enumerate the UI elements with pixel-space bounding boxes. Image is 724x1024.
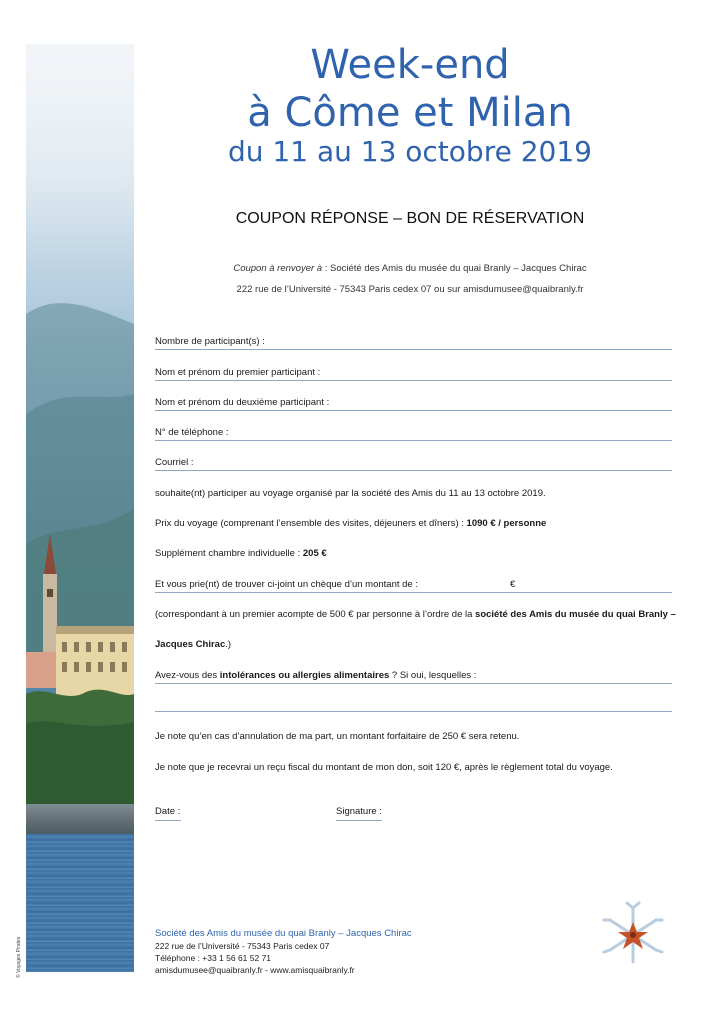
field-participants-line[interactable] <box>155 349 672 350</box>
title-line-1: Week-end <box>310 42 510 88</box>
allergy-suffix: ? Si oui, lesquelles : <box>389 670 477 681</box>
field-second-participant-label: Nom et prénom du deuxième participant : <box>155 397 330 408</box>
price-value: 1090 € / personne <box>466 518 547 529</box>
return-address-line-2: 222 rue de l’Université - 75343 Paris cedex 07 ou sur amisdumusee@quaibranly.fr <box>236 284 584 295</box>
photo-village <box>26 534 134 834</box>
supplement-line <box>155 548 680 559</box>
title-line-2: à Côme et Milan <box>247 90 573 136</box>
cheque-currency: € <box>510 579 516 590</box>
price-label: Prix du voyage (comprenant l’ensemble des visites, déjeuners et dîners) : <box>155 518 467 529</box>
title-dates: du 11 au 13 octobre 2019 <box>228 135 592 168</box>
footer-org: Société des Amis du musée du quai Branly – Jacques Chirac <box>155 928 412 939</box>
signature-label: Signature : <box>336 806 382 817</box>
acompte-line-1 <box>155 609 680 620</box>
photo-credit: © Voyages Pirates <box>16 936 22 978</box>
photo-shoreline <box>26 804 134 836</box>
photo-sky <box>26 44 134 264</box>
price-line <box>155 518 680 529</box>
acompte-recipient-end: Jacques Chirac <box>155 639 226 650</box>
footer-web: amisdumusee@quaibranly.fr - www.amisquaibranly.fr <box>155 965 355 975</box>
footer-address: 222 rue de l’Université - 75343 Paris cedex 07 <box>155 941 330 951</box>
field-second-participant-line[interactable] <box>155 410 672 411</box>
field-phone-line[interactable] <box>155 440 672 441</box>
field-email-label: Courriel : <box>155 457 194 468</box>
field-email-line[interactable] <box>155 470 672 471</box>
allergy-bold: intolérances ou allergies alimentaires <box>219 670 390 681</box>
allergy-line-2[interactable] <box>155 711 672 712</box>
lake-como-photo <box>26 44 134 972</box>
coupon-heading: COUPON RÉPONSE – BON DE RÉSERVATION <box>235 210 585 227</box>
annulation-text: Je note qu’en cas d’annulation de ma part, un montant forfaitaire de 250 € sera retenu. <box>155 731 520 742</box>
supplement-label: Supplément chambre individuelle : <box>155 548 303 559</box>
date-label: Date : <box>155 806 181 817</box>
footer-phone: Téléphone : +33 1 56 61 52 71 <box>155 953 272 963</box>
photo-water <box>26 834 134 972</box>
cheque-amount-line[interactable] <box>155 592 672 593</box>
field-first-participant-label: Nom et prénom du premier participant : <box>155 367 321 378</box>
acompte-recipient: société des Amis du musée du quai Branly – <box>475 609 676 620</box>
participation-text: souhaite(nt) participer au voyage organisé par la société des Amis du 11 au 13 octobre 2019. <box>155 488 546 499</box>
return-org: : Société des Amis du musée du quai Branly – Jacques Chirac <box>322 263 587 274</box>
allergy-question <box>155 670 680 681</box>
acompte-line-2 <box>155 639 680 650</box>
signature-line[interactable] <box>336 820 382 821</box>
field-participants-label: Nombre de participant(s) : <box>155 336 265 347</box>
tax-receipt-text: Je note que je recevrai un reçu fiscal du montant de mon don, soit 120 €, après le règlement total du voyage. <box>155 762 613 773</box>
supplement-value: 205 € <box>302 548 327 559</box>
return-address-line-1 <box>150 263 670 274</box>
field-phone-label: N° de téléphone : <box>155 427 229 438</box>
allergy-prefix: Avez-vous des <box>155 670 220 681</box>
acompte-text: (correspondant à un premier acompte de 500 € par personne à l’ordre de la <box>155 609 476 620</box>
starfish-logo <box>600 900 666 970</box>
acompte-close: .) <box>225 639 232 650</box>
field-first-participant-line[interactable] <box>155 380 672 381</box>
date-line[interactable] <box>155 820 181 821</box>
return-prefix: Coupon à renvoyer à <box>233 263 323 274</box>
allergy-line-1[interactable] <box>155 683 672 684</box>
cheque-label: Et vous prie(nt) de trouver ci-joint un chèque d’un montant de : <box>155 579 418 590</box>
